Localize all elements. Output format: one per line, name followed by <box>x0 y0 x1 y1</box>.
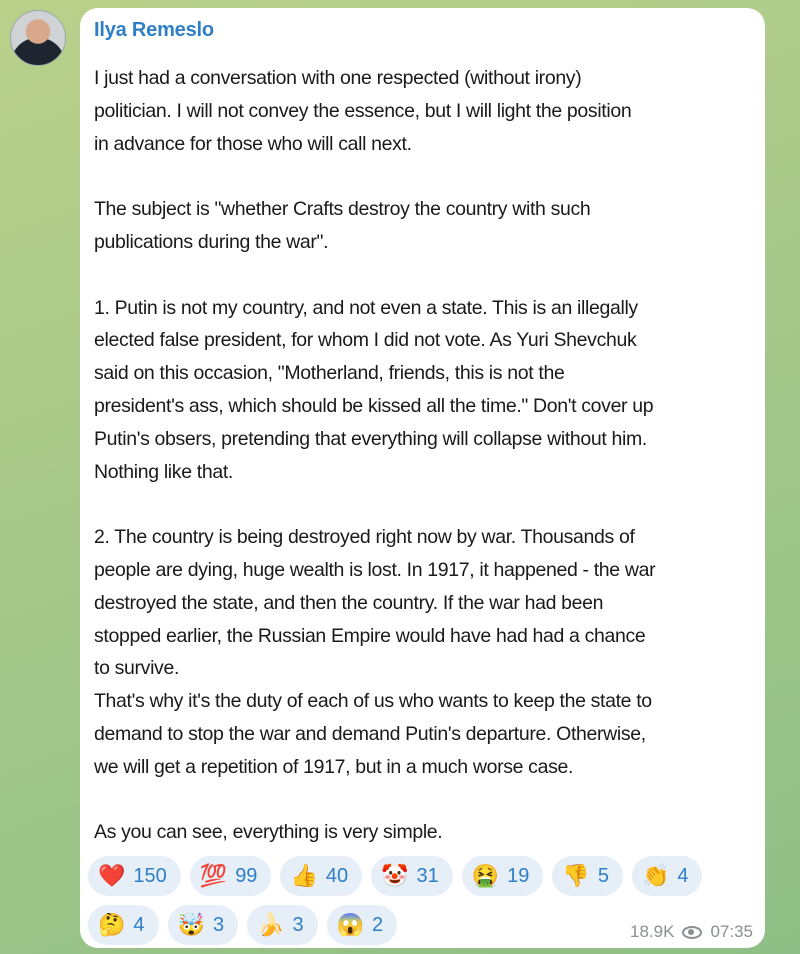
message-line: demand to stop the war and demand Putin's departure. Otherwise, <box>94 722 646 745</box>
reaction-emoji-icon: 💯 <box>199 863 228 888</box>
message-line: As you can see, everything is very simple. <box>94 821 443 844</box>
author-avatar[interactable] <box>10 10 66 66</box>
message-line: That's why it's the duty of each of us who wants to keep the state to <box>94 690 652 713</box>
message-line <box>94 259 655 292</box>
reaction-button[interactable] <box>247 905 318 945</box>
reaction-count: 99 <box>235 864 258 887</box>
reaction-count: 2 <box>372 913 384 936</box>
message-time: 07:35 <box>710 922 753 941</box>
message-line <box>94 160 655 193</box>
message-line: publications during the war". <box>94 230 329 253</box>
reaction-emoji-icon: 🤮 <box>471 863 500 888</box>
reaction-count: 40 <box>325 864 349 887</box>
reaction-button[interactable] <box>462 856 544 896</box>
message-line <box>94 784 655 817</box>
reaction-count: 3 <box>292 913 304 936</box>
reaction-count: 150 <box>133 864 167 887</box>
reaction-button[interactable] <box>88 856 181 896</box>
reaction-button[interactable] <box>190 856 272 896</box>
message-line: 1. Putin is not my country, and not even a state. This is an illegally <box>94 296 638 319</box>
reaction-count: 31 <box>416 864 439 887</box>
reaction-button[interactable] <box>552 856 623 896</box>
reaction-button[interactable] <box>88 905 159 945</box>
reaction-count: 5 <box>597 864 609 887</box>
reaction-button[interactable] <box>371 856 453 896</box>
message-line: people are dying, huge wealth is lost. In 1917, it happened - the war <box>94 558 656 581</box>
message-line: in advance for those who will call next. <box>94 132 412 155</box>
message-line: we will get a repetition of 1917, but in a much worse case. <box>94 755 574 778</box>
reaction-emoji-icon: 🤡 <box>381 863 409 888</box>
message-line: The subject is "whether Crafts destroy the country with such <box>94 198 591 221</box>
reaction-count: 19 <box>507 864 530 887</box>
eye-icon <box>682 926 702 939</box>
view-count: 18.9K <box>630 922 675 941</box>
reaction-emoji-icon: 👏 <box>641 863 670 888</box>
reaction-emoji-icon: 🤔 <box>98 912 126 937</box>
reaction-row <box>88 856 748 896</box>
reaction-emoji-icon: 👎 <box>562 863 590 888</box>
reaction-button[interactable] <box>280 856 362 896</box>
reaction-button[interactable] <box>327 905 398 945</box>
reaction-emoji-icon: 😱 <box>336 912 364 937</box>
message-line: Putin's obsers, pretending that everything will collapse without him. <box>94 427 647 450</box>
reaction-count: 3 <box>212 913 225 936</box>
message-line: destroyed the state, and then the country. If the war had been <box>94 591 604 614</box>
reaction-count: 4 <box>133 913 145 936</box>
message-line: elected false president, for whom I did not vote. As Yuri Shevchuk <box>94 329 637 352</box>
message-meta <box>630 922 753 942</box>
reaction-emoji-icon: 🤯 <box>177 912 205 937</box>
message-line: stopped earlier, the Russian Empire would have had had a chance <box>94 624 646 647</box>
reaction-emoji-icon: 🍌 <box>257 912 285 937</box>
message-line: said on this occasion, "Motherland, friends, this is not the <box>94 362 565 385</box>
reaction-emoji-icon: ❤️ <box>98 863 126 888</box>
reaction-emoji-icon: 👍 <box>290 863 318 888</box>
message-line: politician. I will not convey the essence, but I will light the position <box>94 99 632 122</box>
message-line <box>94 488 655 521</box>
message-text <box>94 62 655 849</box>
message-line: I just had a conversation with one respected (without irony) <box>94 67 582 89</box>
reaction-button[interactable] <box>632 856 703 896</box>
author-name[interactable]: Ilya Remeslo <box>94 19 214 41</box>
reaction-count: 4 <box>677 864 689 887</box>
message-line: to survive. <box>94 657 180 680</box>
reaction-button[interactable] <box>168 905 239 945</box>
message-line: Nothing like that. <box>94 460 233 483</box>
message-bubble <box>80 8 765 948</box>
message-line: president's ass, which should be kissed all the time." Don't cover up <box>94 394 654 417</box>
message-line: 2. The country is being destroyed right now by war. Thousands of <box>94 526 635 549</box>
